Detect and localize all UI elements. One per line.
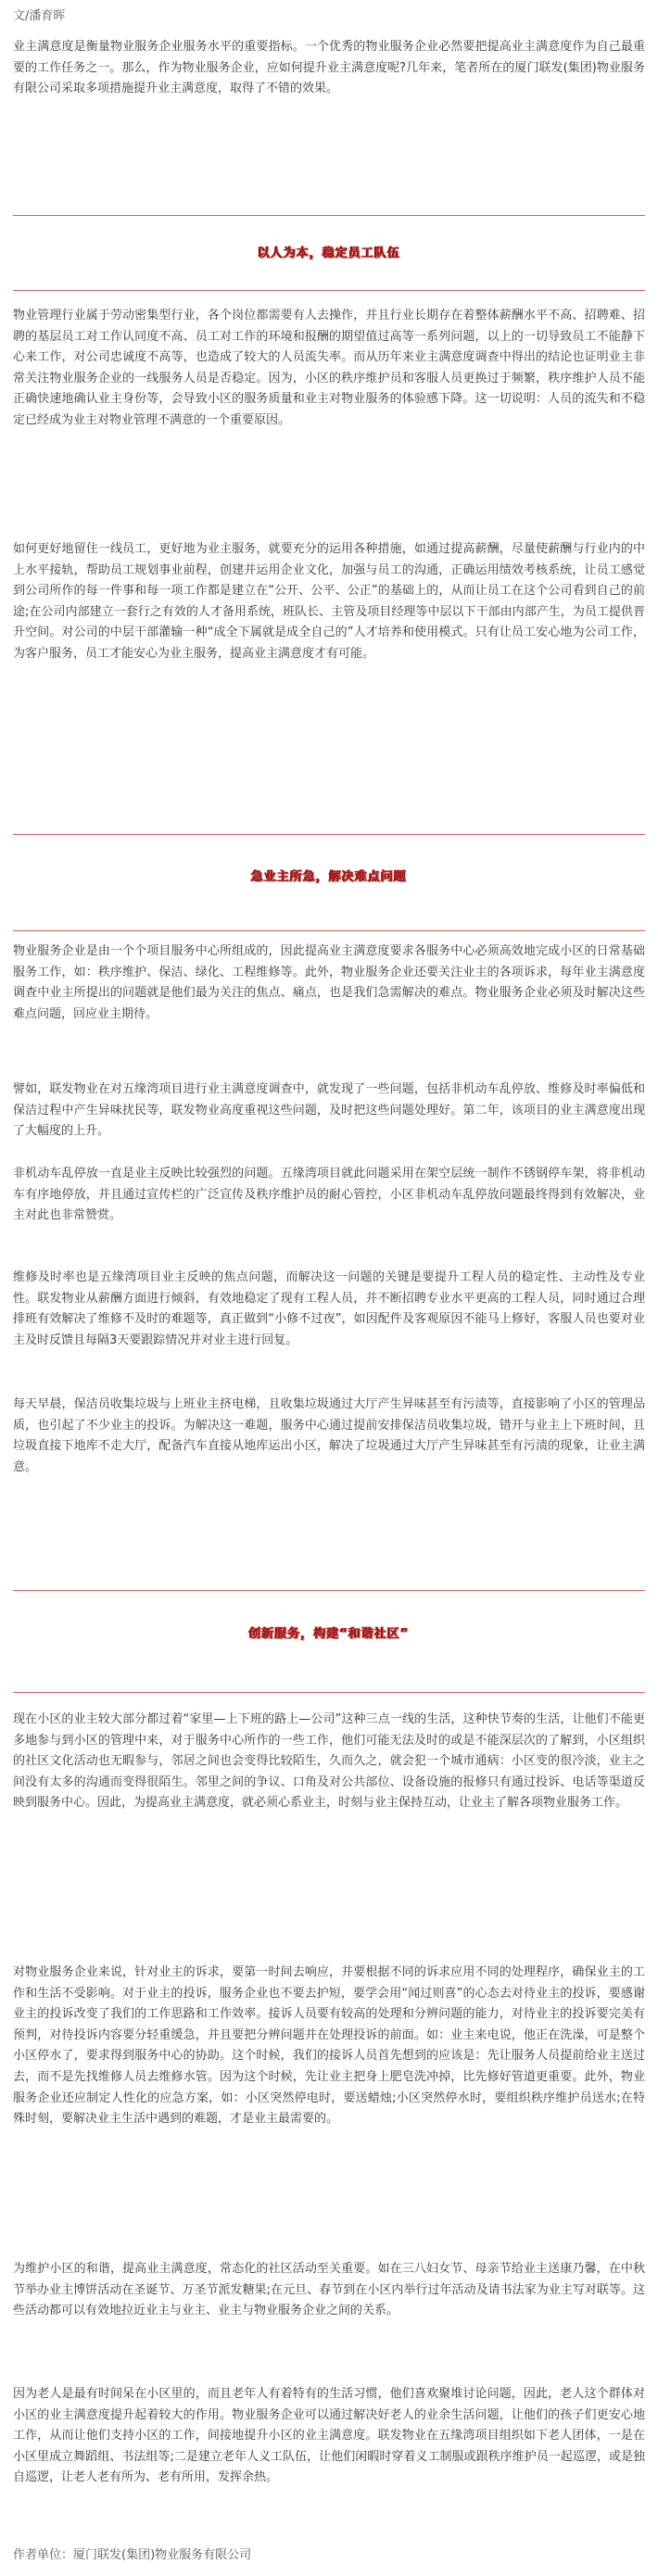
- body-paragraph: 现在小区的业主较大部分都过着“家里—上下班的路上—公司”这种三点一线的生活，这种快节奏的生活，让他们不能更多地参与到小区的管理中来，对于服务中心所作的一些工作，他们可能无法及时的或是不能深层次的了解到，小区组织的社区文化活动也无暇参与，邻居之间也会变得比较陌生，久而久之，就会犯一个城市通病：小区变的很冷淡，业主之间没有太多的沟通而变得很陌生。邻里之间的争议、口角及对公共部位、设备设施的报修只有通过投诉、电话等渠道反映到服务中心。因此，为提高业主满意度，就必须心系业主，时刻与业主保持互动，让业主了解各项物业服务工作。: [13, 1712, 645, 1811]
- body-paragraph: 譬如，联发物业在对五缘湾项目进行业主满意度调查中，就发现了一些问题，包括非机动车乱停放、维修及时率偏低和保洁过程中产生异味扰民等，联发物业高度重视这些问题，及时把这些问题处理好。第二年，该项目的业主满意度出现了大幅度的上升。: [13, 1082, 645, 1139]
- body-paragraph: 物业管理行业属于劳动密集型行业，各个岗位都需要有人去操作，并且行业长期存在着整体薪酬水平不高、招聘难、招聘的基层员工对工作认同度不高、员工对工作的环境和报酬的期望值过高等一系列问题，以上的一切导致员工不能静下心来工作，对公司忠诚度不高等，也造成了较大的人员流失率。而从历年来业主满意度调查中得出的结论也证明业主非常关注物业服务企业的一线服务人员是否稳定。因为，小区的秩序维护员和客服人员更换过于频繁，秩序维护人员不能正确快速地确认业主身份等，会导致小区的服务质量和业主对物业服务的体验感下降。这一切说明：人员的流失和不稳定已经成为业主对物业管理不满意的一个重要原因。: [13, 309, 645, 427]
- author-line: 文/潘育晖: [13, 9, 66, 23]
- section-divider-top: [13, 1590, 645, 1591]
- body-paragraph: 维修及时率也是五缘湾项目业主反映的焦点问题，而解决这一问题的关键是要提升工程人员的稳定性、主动性及专业性。联发物业从薪酬方面进行倾斜，有效地稳定了现有工程人员，并不断招聘专业水平更高的工程人员，同时通过合理排班有效解决了维修不及时的难题等，真正做到“小修不过夜”，如因配件及客观原因不能马上修好，客服人员也要对业主及时反馈且每隔3天要跟踪情况并对业主进行回复。: [13, 1270, 645, 1347]
- section-divider-bottom: [13, 1692, 645, 1693]
- section-divider-bottom: [13, 290, 645, 291]
- section-divider-bottom: [13, 930, 645, 931]
- section-heading: 创新服务，构建“和谐社区”: [248, 1627, 410, 1641]
- body-paragraph: 物业服务企业是由一个个项目服务中心所组成的，因此提高业主满意度要求各服务中心必须高效地完成小区的日常基础服务工作，如：秩序维护、保洁、绿化、工程维修等。此外，物业服务企业还要关注业主的各项诉求，每年业主满意度调查中业主所提出的问题就是他们最为关注的焦点、痛点，也是我们急需解决的难点。物业服务企业必须及时解决这些难点问题，回应业主期待。: [13, 944, 645, 1021]
- body-paragraph: 如何更好地留住一线员工，更好地为业主服务，就要充分的运用各种措施，如通过提高薪酬，尽量使薪酬与行业内的中上水平接轨，帮助员工规划事业前程，创建并运用企业文化，加强与员工的沟通，正确运用绩效考核系统，让员工感觉到公司所作的每一件事和每一项工作都是建立在“公开、公平、公正”的基础上的，从而让员工在这个公司看到自己的前途;在公司内部建立一套行之有效的人才备用系统，班队长、主管及项目经理等中层以下干部由内部产生，为员工提供晋升空间。对公司的中层干部灌输一种“成全下属就是成全自己的”人才培养和使用模式。只有让员工安心地为公司工作，为客户服务，员工才能安心为业主服务，提高业主满意度才有可能。: [13, 542, 645, 661]
- body-paragraph: 对物业服务企业来说，针对业主的诉求，要第一时间去响应，并要根据不同的诉求应用不同的处理程序，确保业主的工作和生活不受影响。对于业主的投诉，服务企业也不要去护短，要学会用“闻过则喜”的心态去对待业主的投诉，要感谢业主的投诉改变了我们的工作思路和工作效率。接诉人员要有较高的处理和分辨问题的能力，对待业主的投诉要完美有预判，对待投诉内容要分轻重缓急，并且要把分辨问题并在处理投诉的前面。如：业主来电说，他正在洗澡，可是整个小区停水了，要求得到服务中心的协助。这个时候，我们的接诉人员首先想到的应该是：先让服务人员提前给业主送过去，而不是先找维修人员去维修水管。因为这个时候，先让业主把身上肥皂洗冲掉，比先修好管道更重要。此外，物业服务企业还应制定人性化的应急方案，如：小区突然停电时，要送蜡烛;小区突然停水时，要组织秩序维护员送水;在特殊时刻，要解决业主生活中遇到的难题，才是业主最需要的。: [13, 1965, 645, 2127]
- body-paragraph: 每天早晨，保洁员收集垃圾与上班业主挤电梯，且收集垃圾通过大厅产生异味甚至有污渍等，直接影响了小区的管理品质，也引起了不少业主的投诉。为解决这一难题，服务中心通过提前安排保洁员收集垃圾，错开与业主上下班时间，且垃圾直接下地库不走大厅，配备汽车直接从地库运出小区，解决了垃圾通过大厅产生异味甚至有污渍的现象，让业主满意。: [13, 1397, 645, 1474]
- intro-paragraph: 业主满意度是衡量物业服务企业服务水平的重要指标。一个优秀的物业服务企业必然要把提高业主满意度作为自己最重要的工作任务之一。那么，作为物业服务企业，应如何提升业主满意度呢?几年来，笔者所在的厦门联发(集团)物业服务有限公司采取多项措施提升业主满意度，取得了不错的效果。: [13, 40, 645, 96]
- section-heading: 急业主所急，解决难点问题: [250, 870, 407, 884]
- author-unit: 作者单位：厦门联发(集团)物业服务有限公司: [13, 2548, 252, 2562]
- section-divider-top: [13, 215, 645, 216]
- body-paragraph: 因为老人是最有时间呆在小区里的，而且老年人有着特有的生活习惯，他们喜欢聚堆讨论问题，因此，老人这个群体对小区的业主满意度提升起着较大的作用。物业服务企业可以通过解决好老人的业余生活问题，让他们的孩子们更安心地工作，从而让他们支持小区的工作，间接地提升小区的业主满意度。联发物业在五缘湾项目组织如下老人团体，一是在小区里成立舞蹈组、书法组等;二是建立老年人义工队伍，让他们闲暇时穿着义工制服或跟秩序维护员一起巡逻，或是独自巡逻，让老人老有所为、老有所用，发挥余热。: [13, 2387, 645, 2485]
- section-heading: 以人为本，稳定员工队伍: [257, 246, 400, 260]
- body-paragraph: 为维护小区的和谐，提高业主满意度，常态化的社区活动至关重要。如在三八妇女节、母亲节给业主送康乃馨，在中秋节举办业主博饼活动在圣诞节、万圣节派发糖果;在元旦、春节到在小区内举行过年活动及请书法家为业主写对联等。这些活动都可以有效地拉近业主与业主、业主与物业服务企业之间的关系。: [13, 2262, 645, 2318]
- body-paragraph: 非机动车乱停放一直是业主反映比较强烈的问题。五缘湾项目就此问题采用在架空层统一制作不锈钢停车架，将非机动车有序地停放，并且通过宣传栏的广泛宣传及秩序维护员的耐心管控，小区非机动车乱停放问题最终得到有效解决，业主对此也非常赞赏。: [13, 1167, 645, 1223]
- section-divider-top: [13, 834, 645, 835]
